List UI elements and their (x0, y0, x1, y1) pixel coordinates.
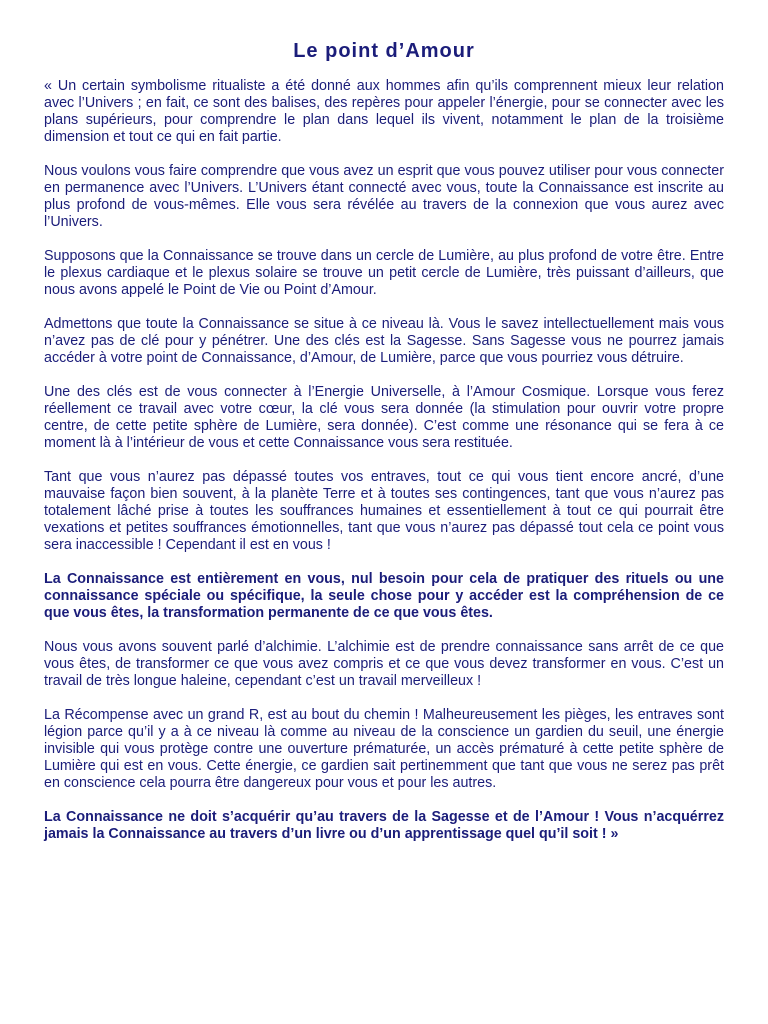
paragraph-2: Nous voulons vous faire comprendre que vous avez un esprit que vous pouvez utiliser pour vous connecter en permanence avec l’Univers. L’Univers étant connecté avec vous, toute la Connaissance est inscrite au plus profond de vous-mêmes. Elle vous sera révélée au travers de la connexion que vous aurez avec l’Univers. (44, 163, 724, 230)
paragraph-7: La Connaissance est entièrement en vous, nul besoin pour cela de pratiquer des rituels ou une connaissance spéciale ou spécifique, la seule chose pour y accéder est la compréhension de ce que vous êtes, la transformation permanente de ce que vous êtes. (44, 571, 724, 621)
paragraph-5: Une des clés est de vous connecter à l’Energie Universelle, à l’Amour Cosmique. Lorsque vous ferez réellement ce travail avec votre cœur, la clé vous sera donnée (la stimulation pour ouvrir votre propre centre, de cette petite sphère de Lumière, sera donnée). C’est comme une résonance qui se fera à ce moment là à l’intérieur de vous et cette Connaissance vous sera restituée. (44, 384, 724, 451)
paragraph-10: La Connaissance ne doit s’acquérir qu’au travers de la Sagesse et de l’Amour ! Vous n’acquérrez jamais la Connaissance au travers d’un livre ou d’un apprentissage quel qu’il soit ! » (44, 809, 724, 842)
page-title: Le point d’Amour (293, 40, 475, 62)
paragraph-3: Supposons que la Connaissance se trouve dans un cercle de Lumière, au plus profond de votre être. Entre le plexus cardiaque et le plexus solaire se trouve un petit cercle de Lumière, très puissant d’ailleurs, que nous avons appelé le Point de Vie ou Point d’Amour. (44, 248, 724, 298)
paragraph-8: Nous vous avons souvent parlé d’alchimie. L’alchimie est de prendre connaissance sans arrêt de ce que vous êtes, de transformer ce que vous avez compris et ce que vous devez transformer en vous. C’est un travail de très longue haleine, cependant c’est un travail merveilleux ! (44, 639, 724, 689)
paragraph-6: Tant que vous n’aurez pas dépassé toutes vos entraves, tout ce qui vous tient encore ancré, d’une mauvaise façon bien souvent, à la planète Terre et à toutes ses contingences, tant que vous n’aurez pas totalement lâché prise à toutes les souffrances humaines et essentiellement à tout ce qui pourrait être vexations et petites souffrances émotionnelles, tant que vous n’aurez pas dépassé tout cela ce point vous sera inaccessible ! Cependant il est en vous ! (44, 469, 724, 553)
paragraph-9: La Récompense avec un grand R, est au bout du chemin ! Malheureusement les pièges, les entraves sont légion parce qu’il y a à ce niveau là comme au niveau de la conscience un gardien du seuil, une énergie invisible qui vous protège contre une ouverture prématurée, un accès prématuré à cette petite sphère de Lumière qui est en vous. Cette énergie, ce gardien sait pertinemment que tant que vous ne serez pas prêt en conscience cela pourra être dangereux pour vous et pour les autres. (44, 707, 724, 791)
paragraph-4: Admettons que toute la Connaissance se situe à ce niveau là. Vous le savez intellectuellement mais vous n’avez pas de clé pour y pénétrer. Une des clés est la Sagesse. Sans Sagesse vous ne pourrez jamais accéder à votre point de Connaissance, d’Amour, de Lumière, parce que vous pourriez vous détruire. (44, 316, 724, 366)
paragraph-1: « Un certain symbolisme ritualiste a été donné aux hommes afin qu’ils comprennent mieux leur relation avec l’Univers ; en fait, ce sont des balises, des repères pour appeler l’énergie, pour se connecter avec les plans supérieurs, pour comprendre le plan dans lequel ils vivent, notamment le plan de la troisième dimension et tout ce qui en fait partie. (44, 78, 724, 145)
